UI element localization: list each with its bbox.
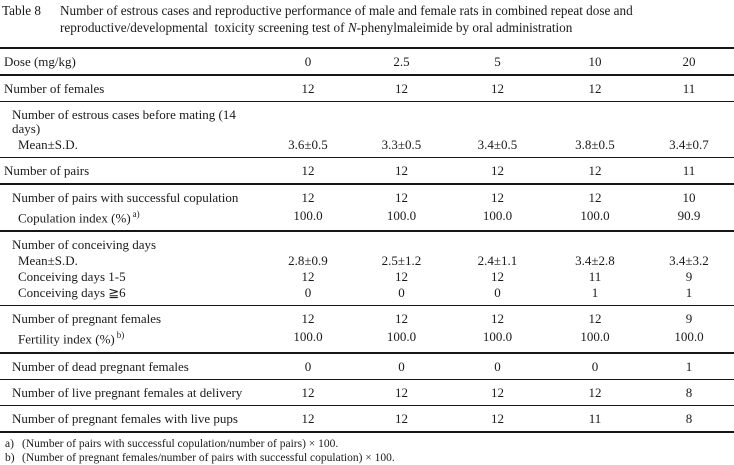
row-label-text: Mean±S.D. [18, 253, 78, 269]
row-label-text: Mean±S.D. [18, 137, 78, 152]
table-row [0, 231, 734, 253]
row-label [0, 306, 262, 328]
cell-value [449, 102, 546, 138]
row-label-text: Number of females [4, 81, 105, 96]
cell-value: 12 [449, 379, 546, 405]
cell-value [644, 102, 734, 138]
cell-value: 1 [644, 353, 734, 380]
row-label-text: Number of live pregnant females at delivery [12, 384, 243, 400]
cell-value: 12 [354, 75, 449, 102]
row-label [0, 48, 262, 75]
cell-value: 1 [591, 285, 599, 301]
cell-value: 3.4±0.5 [477, 137, 518, 152]
cell-value [262, 102, 354, 138]
row-label-text: Number of estrous cases before mating (14 days) [12, 107, 236, 136]
row-label-text: Number of pregnant females with live pups [12, 410, 238, 426]
cell-value: 12 [449, 306, 546, 328]
table-row [0, 327, 734, 352]
cell-value: 0 [262, 48, 354, 75]
cell-value: 11 [546, 405, 644, 432]
row-label-text: Conceiving days 1-5 [18, 269, 126, 285]
cell-value: 9 [644, 306, 734, 328]
table-row [0, 253, 734, 269]
cell-value [546, 102, 644, 138]
row-label [0, 253, 262, 269]
cell-value [354, 102, 449, 138]
reproductive-performance-table [0, 47, 734, 433]
cell-value: 12 [262, 75, 354, 102]
footnote-line [5, 437, 734, 451]
table-row [0, 184, 734, 206]
cell-value: 0 [398, 285, 405, 301]
row-label [0, 184, 262, 206]
cell-value: 0 [494, 285, 501, 301]
footnotes [0, 433, 734, 465]
cell-value: 12 [395, 269, 408, 285]
row-label-text: Dose (mg/kg) [4, 54, 76, 69]
caption-line-2-pre: reproductive/developmental toxicity screening test of [60, 19, 348, 35]
cell-value: 12 [262, 184, 354, 206]
row-label-text: Number of conceiving days [12, 237, 157, 253]
cell-value: 0 [354, 353, 449, 380]
row-label [0, 102, 262, 138]
row-label [0, 75, 262, 102]
table-row [0, 206, 734, 231]
cell-value: 12 [546, 184, 644, 206]
cell-value: 2.4±1.1 [477, 253, 518, 269]
row-label [0, 269, 262, 285]
cell-value: 0 [546, 353, 644, 380]
footnote-marker-ref: b) [116, 330, 125, 341]
row-label-text: Fertility index (%) [18, 331, 115, 347]
cell-value: 12 [546, 158, 644, 185]
cell-value: 20 [644, 48, 734, 75]
cell-value [644, 231, 734, 253]
cell-value: 12 [449, 405, 546, 432]
table-row [0, 405, 734, 432]
cell-value: 12 [262, 158, 354, 185]
row-label [0, 327, 262, 352]
cell-value [449, 231, 546, 253]
cell-value: 12 [354, 379, 449, 405]
table-caption-title [60, 3, 633, 36]
cell-value: 12 [262, 405, 354, 432]
cell-value: 12 [354, 306, 449, 328]
footnote-text: (Number of pairs with successful copulation/number of pairs) × 100. [22, 437, 339, 450]
table-row [0, 285, 734, 306]
table-row [0, 306, 734, 328]
caption-line-2 [60, 20, 633, 37]
cell-value: 3.8±0.5 [575, 137, 615, 152]
cell-value: 3.4±2.8 [575, 253, 615, 269]
cell-value: 8 [644, 405, 734, 432]
cell-value: 100.0 [386, 208, 417, 224]
caption-compound-symbol: N [347, 19, 357, 35]
row-label-text: Number of dead pregnant females [12, 358, 189, 374]
cell-value: 12 [546, 75, 644, 102]
table-row [0, 75, 734, 102]
row-label-text: Number of pregnant females [12, 311, 162, 327]
cell-value: 12 [354, 158, 449, 185]
cell-value: 9 [685, 269, 693, 285]
cell-value: 12 [546, 306, 644, 328]
table-row [0, 158, 734, 185]
cell-value: 100.0 [674, 329, 704, 345]
row-label [0, 137, 262, 158]
row-label-text: Conceiving days ≧6 [18, 285, 126, 301]
cell-value: 100.0 [482, 208, 513, 224]
footnote-marker: a) [5, 437, 14, 450]
cell-value: 1 [685, 285, 693, 301]
cell-value: 11 [644, 75, 734, 102]
cell-value: 100.0 [580, 329, 610, 345]
footnote-text: (Number of pregnant females/number of pairs with successful copulation) × 100. [22, 451, 395, 464]
row-label [0, 379, 262, 405]
cell-value: 12 [449, 75, 546, 102]
cell-value: 3.4±0.7 [669, 137, 709, 152]
cell-value: 12 [262, 306, 354, 328]
cell-value: 3.4±3.2 [669, 253, 709, 269]
cell-value: 10 [546, 48, 644, 75]
table-body [0, 48, 734, 432]
table-row [0, 353, 734, 380]
cell-value: 3.3±0.5 [381, 137, 422, 152]
footnote-marker: b) [5, 451, 15, 464]
cell-value: 2.8±0.9 [288, 253, 328, 269]
cell-value: 90.9 [677, 208, 701, 224]
table-row [0, 137, 734, 158]
row-label [0, 405, 262, 432]
cell-value: 12 [301, 269, 315, 285]
cell-value: 100.0 [386, 329, 417, 345]
row-label [0, 285, 262, 306]
cell-value: 12 [491, 269, 504, 285]
table-row [0, 48, 734, 75]
table-row [0, 269, 734, 285]
row-label [0, 353, 262, 380]
row-label [0, 231, 262, 253]
cell-value: 12 [449, 184, 546, 206]
cell-value: 2.5±1.2 [381, 253, 422, 269]
cell-value: 100.0 [293, 208, 323, 224]
cell-value: 5 [449, 48, 546, 75]
cell-value: 11 [588, 269, 602, 285]
table-caption [0, 3, 734, 36]
cell-value: 0 [262, 353, 354, 380]
cell-value [262, 231, 354, 253]
row-label [0, 206, 262, 231]
row-label [0, 158, 262, 185]
cell-value: 12 [449, 158, 546, 185]
cell-value: 100.0 [482, 329, 513, 345]
cell-value [354, 231, 449, 253]
table-row [0, 379, 734, 405]
footnote-marker-ref: a) [132, 209, 140, 219]
cell-value: 2.5 [354, 48, 449, 75]
row-label-text: Number of pairs with successful copulation [12, 190, 239, 205]
cell-value: 12 [354, 184, 449, 206]
table-row [0, 102, 734, 138]
row-label-text: Number of pairs [4, 163, 90, 178]
cell-value: 100.0 [580, 208, 610, 224]
cell-value [546, 231, 644, 253]
cell-value: 11 [644, 158, 734, 185]
row-label-text: Copulation index (%) [18, 210, 131, 226]
cell-value: 3.6±0.5 [288, 137, 328, 152]
caption-line-1: Number of estrous cases and reproductive performance of male and female rats in combined repeat dose and [60, 3, 633, 18]
cell-value: 0 [449, 353, 546, 380]
cell-value: 12 [354, 405, 449, 432]
cell-value: 12 [546, 379, 644, 405]
table-caption-number: Table 8 [2, 3, 41, 18]
cell-value: 12 [262, 379, 354, 405]
caption-line-2-post: -phenylmaleimide by oral administration [356, 19, 573, 35]
cell-value: 0 [304, 285, 312, 301]
cell-value: 10 [644, 184, 734, 206]
cell-value: 100.0 [293, 329, 323, 345]
cell-value: 8 [644, 379, 734, 405]
